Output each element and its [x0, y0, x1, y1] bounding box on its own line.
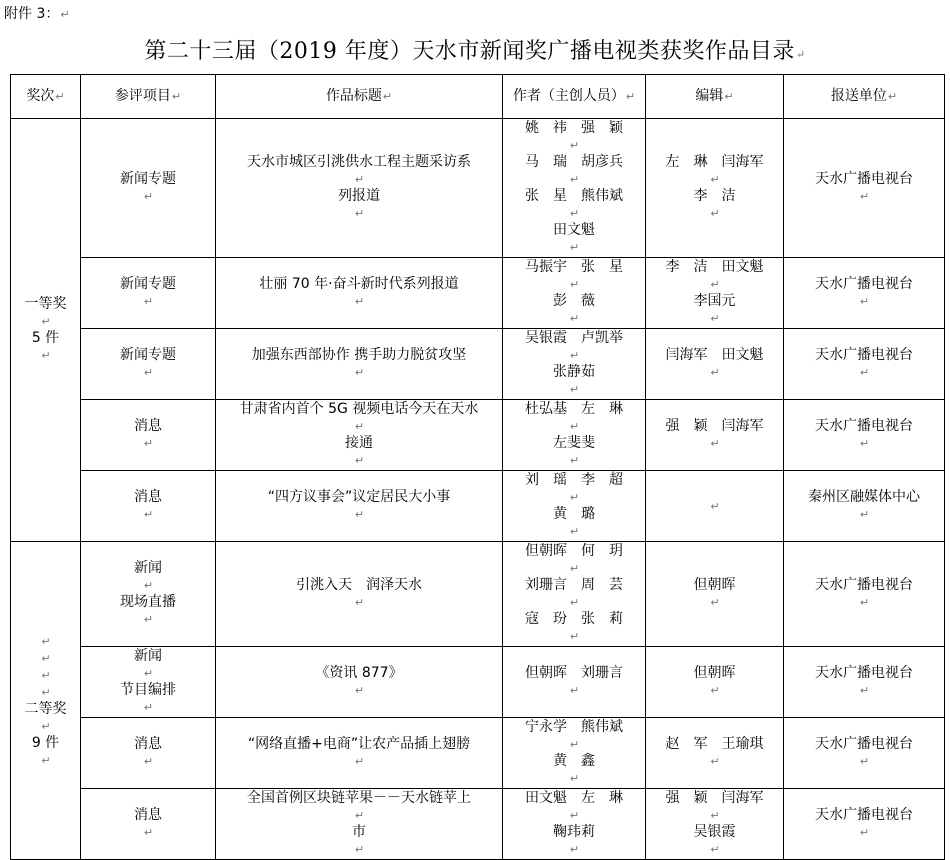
cell-line: “网络直播+电商”让农产品插上翅膀 ↵ [219, 736, 499, 770]
cell-line: 新闻专题 ↵ [84, 171, 212, 205]
document-title: 第二十三届（2019 年度）天水市新闻奖广播电视类获奖作品目录↵ [144, 39, 806, 64]
cell-line: 《资讯 877》 ↵ [219, 665, 499, 699]
submitting-unit-cell [784, 400, 945, 471]
work-title-cell [216, 258, 503, 329]
column-header-text: 参评项目 [114, 88, 171, 104]
cell-text: 《资讯 877》 [315, 665, 403, 681]
cell-line: 马振宇 张 星 ↵ [506, 259, 642, 293]
cell-line: 姚 祎 强 颖 ↵ [506, 120, 642, 154]
work-title-cell [216, 647, 503, 718]
cell-line: 新闻 ↵ [84, 560, 212, 594]
submitting-unit-cell [784, 471, 945, 542]
award-level-cell [11, 119, 81, 542]
cell-line: 加强东西部协作 携手助力脱贫攻坚 ↵ [219, 347, 499, 381]
cell-text: 列报道 [338, 188, 380, 204]
cell-text: 市 [352, 824, 366, 840]
cell-line: 寇 玢 张 莉 ↵ [506, 611, 642, 645]
authors-cell [503, 471, 646, 542]
cell-line: 李 洁 田文魁 ↵ [649, 259, 780, 293]
cell-text: 天水广播电视台 [815, 418, 913, 434]
cell-text: 张静茹 [553, 364, 595, 380]
cell-text: 杜弘基 左 琳 [525, 401, 623, 417]
category-cell [81, 119, 216, 258]
cell-text: 引洮入天 润泽天水 [296, 577, 422, 593]
cell-line: 天水广播电视台 ↵ [787, 276, 941, 310]
cell-text: “网络直播+电商”让农产品插上翅膀 [247, 736, 471, 752]
cell-text: 姚 祎 强 颖 [525, 120, 623, 136]
cell-line: 张 星 熊伟斌 ↵ [506, 188, 642, 222]
work-title-cell [216, 471, 503, 542]
category-cell [81, 471, 216, 542]
authors-cell [503, 329, 646, 400]
cell-text: 左 琳 闫海军 [665, 154, 764, 170]
cell-line: 新闻专题 ↵ [84, 347, 212, 381]
cell-text: 消息 [134, 489, 162, 505]
editors-cell [646, 647, 784, 718]
cell-text: 李国元 [693, 293, 736, 309]
cell-line: 强 颖 闫海军 ↵ [649, 790, 780, 824]
cell-line: 张静茹 ↵ [506, 364, 642, 398]
cell-line: 田文魁 ↵ [506, 222, 642, 256]
cell-line: 新闻 ↵ [84, 648, 212, 682]
category-cell [81, 789, 216, 860]
table-row [11, 400, 945, 471]
cell-line: 刘 瑶 李 超 ↵ [506, 472, 642, 506]
editors-cell [646, 329, 784, 400]
cell-line: 天水广播电视台 ↵ [787, 418, 941, 452]
cell-line: 消息 ↵ [84, 807, 212, 841]
cell-line: 现场直播 ↵ [84, 594, 212, 628]
cell-text: 壮丽 70 年·奋斗新时代系列报道 [259, 276, 459, 292]
cell-line: 一等奖 ↵ [14, 296, 77, 330]
cell-text: 天水广播电视台 [815, 577, 913, 593]
cell-line: 列报道 ↵ [219, 188, 499, 222]
authors-cell [503, 258, 646, 329]
category-cell [81, 718, 216, 789]
cell-text: 天水广播电视台 [815, 807, 913, 823]
editors-cell [646, 119, 784, 258]
editors-cell [646, 258, 784, 329]
cell-text: 新闻专题 [120, 347, 176, 363]
work-title-cell [216, 329, 503, 400]
cell-line: 但朝晖 ↵ [649, 665, 780, 699]
cell-line: 杜弘基 左 琳 ↵ [506, 401, 642, 435]
cell-line: ↵ [41, 668, 51, 682]
cell-text: 但朝晖 何 玥 [525, 543, 623, 559]
cell-line: 甘肃省内首个 5G 视频电话今天在天水 ↵ [219, 401, 499, 435]
table-row [11, 119, 945, 258]
cell-text: 马振宇 张 星 [525, 259, 623, 275]
authors-cell [503, 400, 646, 471]
column-header-text: 作品标题 [325, 88, 382, 104]
submitting-unit-cell [784, 542, 945, 647]
work-title-cell [216, 789, 503, 860]
cell-text: 吴银霞 [693, 824, 736, 840]
cell-line: 但朝晖 ↵ [649, 577, 780, 611]
cell-line: 宁永学 熊伟斌 ↵ [506, 719, 642, 753]
cell-text: 二等奖 [24, 700, 67, 717]
editors-cell [646, 542, 784, 647]
category-cell [81, 400, 216, 471]
editors-cell [646, 400, 784, 471]
authors-cell [503, 718, 646, 789]
submitting-unit-cell [784, 718, 945, 789]
cell-line: 消息 ↵ [84, 418, 212, 452]
table-row [11, 789, 945, 860]
column-header: 奖次↵ [11, 75, 81, 119]
cell-text: 9 件 [31, 734, 60, 751]
cell-line: 强 颖 闫海军 ↵ [649, 418, 780, 452]
cell-text: 新闻专题 [120, 171, 176, 187]
column-header-text: 作者（主创人员） [512, 88, 625, 104]
cell-text: 寇 玢 张 莉 [525, 611, 623, 627]
cell-line: 天水广播电视台 ↵ [787, 665, 941, 699]
column-header-text: 报送单位 [830, 88, 887, 104]
awards-table [10, 74, 945, 860]
cell-line: “四方议事会”议定居民大小事 ↵ [219, 489, 499, 523]
table-row [11, 647, 945, 718]
cell-text: 但朝晖 刘珊言 [525, 665, 623, 681]
authors-cell [503, 647, 646, 718]
cell-text: 黄 璐 [553, 506, 595, 522]
cell-line: 左斐斐 ↵ [506, 435, 642, 469]
cell-text: 吴银霞 卢凯举 [525, 330, 623, 346]
table-row [11, 471, 945, 542]
authors-cell [503, 789, 646, 860]
cell-line: ↵ [41, 651, 51, 665]
submitting-unit-cell [784, 789, 945, 860]
cell-line: ↵ [710, 499, 720, 513]
cell-line: 消息 ↵ [84, 489, 212, 523]
cell-text: 新闻专题 [120, 276, 176, 292]
category-cell [81, 329, 216, 400]
cell-text: 天水广播电视台 [815, 736, 913, 752]
cell-text: 强 颖 闫海军 [665, 418, 764, 434]
cell-text: 天水广播电视台 [815, 276, 913, 292]
cell-line: 吴银霞 ↵ [649, 824, 780, 858]
cell-text: 新闻 [134, 560, 162, 576]
cell-text: 但朝晖 [693, 577, 736, 593]
cell-line: 天水广播电视台 ↵ [787, 171, 941, 205]
submitting-unit-cell [784, 258, 945, 329]
cell-text: 刘珊言 周 芸 [525, 577, 623, 593]
authors-cell [503, 542, 646, 647]
cell-line: 天水广播电视台 ↵ [787, 577, 941, 611]
cell-line: ↵ [41, 685, 51, 699]
cell-text: 秦州区融媒体中心 [808, 489, 920, 505]
header-row [11, 75, 945, 119]
attachment-label: 附件 3：↵ [4, 6, 70, 22]
cell-line: 秦州区融媒体中心 ↵ [787, 489, 941, 523]
cell-text: 刘 瑶 李 超 [525, 472, 623, 488]
submitting-unit-cell [784, 119, 945, 258]
cell-line: 全国首例区块链苹果－－天水链苹上 ↵ [219, 790, 499, 824]
table-row [11, 329, 945, 400]
cell-text: 闫海军 田文魁 [665, 347, 764, 363]
category-cell [81, 542, 216, 647]
cell-line: 接通 ↵ [219, 435, 499, 469]
cell-line: 但朝晖 何 玥 ↵ [506, 543, 642, 577]
cell-line: 天水广播电视台 ↵ [787, 807, 941, 841]
cell-text: 左斐斐 [553, 435, 595, 451]
cell-text: 天水广播电视台 [815, 665, 913, 681]
cell-text: 天水广播电视台 [815, 171, 913, 187]
cell-line: 天水广播电视台 ↵ [787, 347, 941, 381]
cell-text: 李 洁 田文魁 [665, 259, 764, 275]
cell-line: 新闻专题 ↵ [84, 276, 212, 310]
cell-text: 5 件 [31, 330, 60, 346]
cell-line: 引洮入天 润泽天水 ↵ [219, 577, 499, 611]
cell-text: 甘肃省内首个 5G 视频电话今天在天水 [239, 401, 479, 417]
cell-line: 田文魁 左 琳 ↵ [506, 790, 642, 824]
category-cell [81, 258, 216, 329]
cell-text: 接通 [345, 435, 373, 451]
cell-text: 宁永学 熊伟斌 [525, 719, 623, 735]
submitting-unit-cell [784, 329, 945, 400]
cell-text: 赵 军 王瑜琪 [665, 736, 764, 752]
cell-text: 马 瑞 胡彦兵 [525, 154, 623, 170]
cell-text: 但朝晖 [693, 665, 736, 681]
table-row [11, 542, 945, 647]
cell-text: 天水广播电视台 [815, 347, 913, 363]
cell-line: 天水广播电视台 ↵ [787, 736, 941, 770]
column-header: 作者（主创人员）↵ [503, 75, 646, 119]
cell-line: 5 件 ↵ [14, 330, 77, 364]
cell-text: 彭 薇 [553, 293, 595, 309]
cell-text: 新闻 [134, 648, 162, 664]
cell-text: 鞠玮莉 [553, 824, 595, 840]
cell-text: 一等奖 [24, 296, 67, 312]
cell-line: ↵ [41, 634, 51, 648]
cell-text: 黄 鑫 [553, 753, 595, 769]
cell-text: 消息 [134, 418, 162, 434]
cell-line: 壮丽 70 年·奋斗新时代系列报道 ↵ [219, 276, 499, 310]
column-header: 编辑↵ [646, 75, 784, 119]
editors-cell [646, 789, 784, 860]
cell-text: 全国首例区块链苹果－－天水链苹上 [247, 790, 471, 806]
category-cell [81, 647, 216, 718]
work-title-cell [216, 119, 503, 258]
cell-text: 节目编排 [120, 682, 176, 698]
table-row [11, 258, 945, 329]
cell-line: 彭 薇 ↵ [506, 293, 642, 327]
cell-line: 消息 ↵ [84, 736, 212, 770]
work-title-cell [216, 542, 503, 647]
editors-cell [646, 471, 784, 542]
cell-line: 节目编排 ↵ [84, 682, 212, 716]
cell-line: 闫海军 田文魁 ↵ [649, 347, 780, 381]
cell-text: “四方议事会”议定居民大小事 [267, 489, 451, 505]
cell-line: 李国元 ↵ [649, 293, 780, 327]
cell-line: 左 琳 闫海军 ↵ [649, 154, 780, 188]
cell-line: 刘珊言 周 芸 ↵ [506, 577, 642, 611]
cell-line: 吴银霞 卢凯举 ↵ [506, 330, 642, 364]
work-title-cell [216, 718, 503, 789]
cell-text: 李 洁 [693, 188, 736, 204]
column-header-text: 编辑 [695, 88, 724, 104]
cell-text: 现场直播 [120, 594, 176, 610]
cell-text: 田文魁 左 琳 [525, 790, 623, 806]
cell-line: 马 瑞 胡彦兵 ↵ [506, 154, 642, 188]
cell-text: 消息 [134, 807, 162, 823]
editors-cell [646, 718, 784, 789]
work-title-cell [216, 400, 503, 471]
table-row [11, 718, 945, 789]
cell-text: 张 星 熊伟斌 [525, 188, 623, 204]
cell-text: 消息 [134, 736, 162, 752]
cell-line: 黄 璐 ↵ [506, 506, 642, 540]
cell-text: 加强东西部协作 携手助力脱贫攻坚 [251, 347, 467, 363]
submitting-unit-cell [784, 647, 945, 718]
cell-text: 强 颖 闫海军 [665, 790, 764, 806]
cell-line: 但朝晖 刘珊言 ↵ [506, 665, 642, 699]
column-header: 报送单位↵ [784, 75, 945, 119]
column-header: 参评项目↵ [81, 75, 216, 119]
cell-text: 田文魁 [553, 222, 595, 238]
column-header: 作品标题↵ [216, 75, 503, 119]
cell-line: 黄 鑫 ↵ [506, 753, 642, 787]
cell-line: 市 ↵ [219, 824, 499, 858]
cell-line: 二等奖 ↵ [14, 701, 77, 735]
award-level-cell [11, 542, 81, 860]
cell-line: 天水市城区引洮供水工程主题采访系 ↵ [219, 154, 499, 188]
cell-text: 天水市城区引洮供水工程主题采访系 [247, 154, 471, 170]
cell-line: 鞠玮莉 ↵ [506, 824, 642, 858]
column-header-text: 奖次 [26, 88, 55, 104]
cell-line: 李 洁 ↵ [649, 188, 780, 222]
cell-line: 赵 军 王瑜琪 ↵ [649, 736, 780, 770]
authors-cell [503, 119, 646, 258]
cell-line: 9 件 ↵ [14, 735, 77, 769]
